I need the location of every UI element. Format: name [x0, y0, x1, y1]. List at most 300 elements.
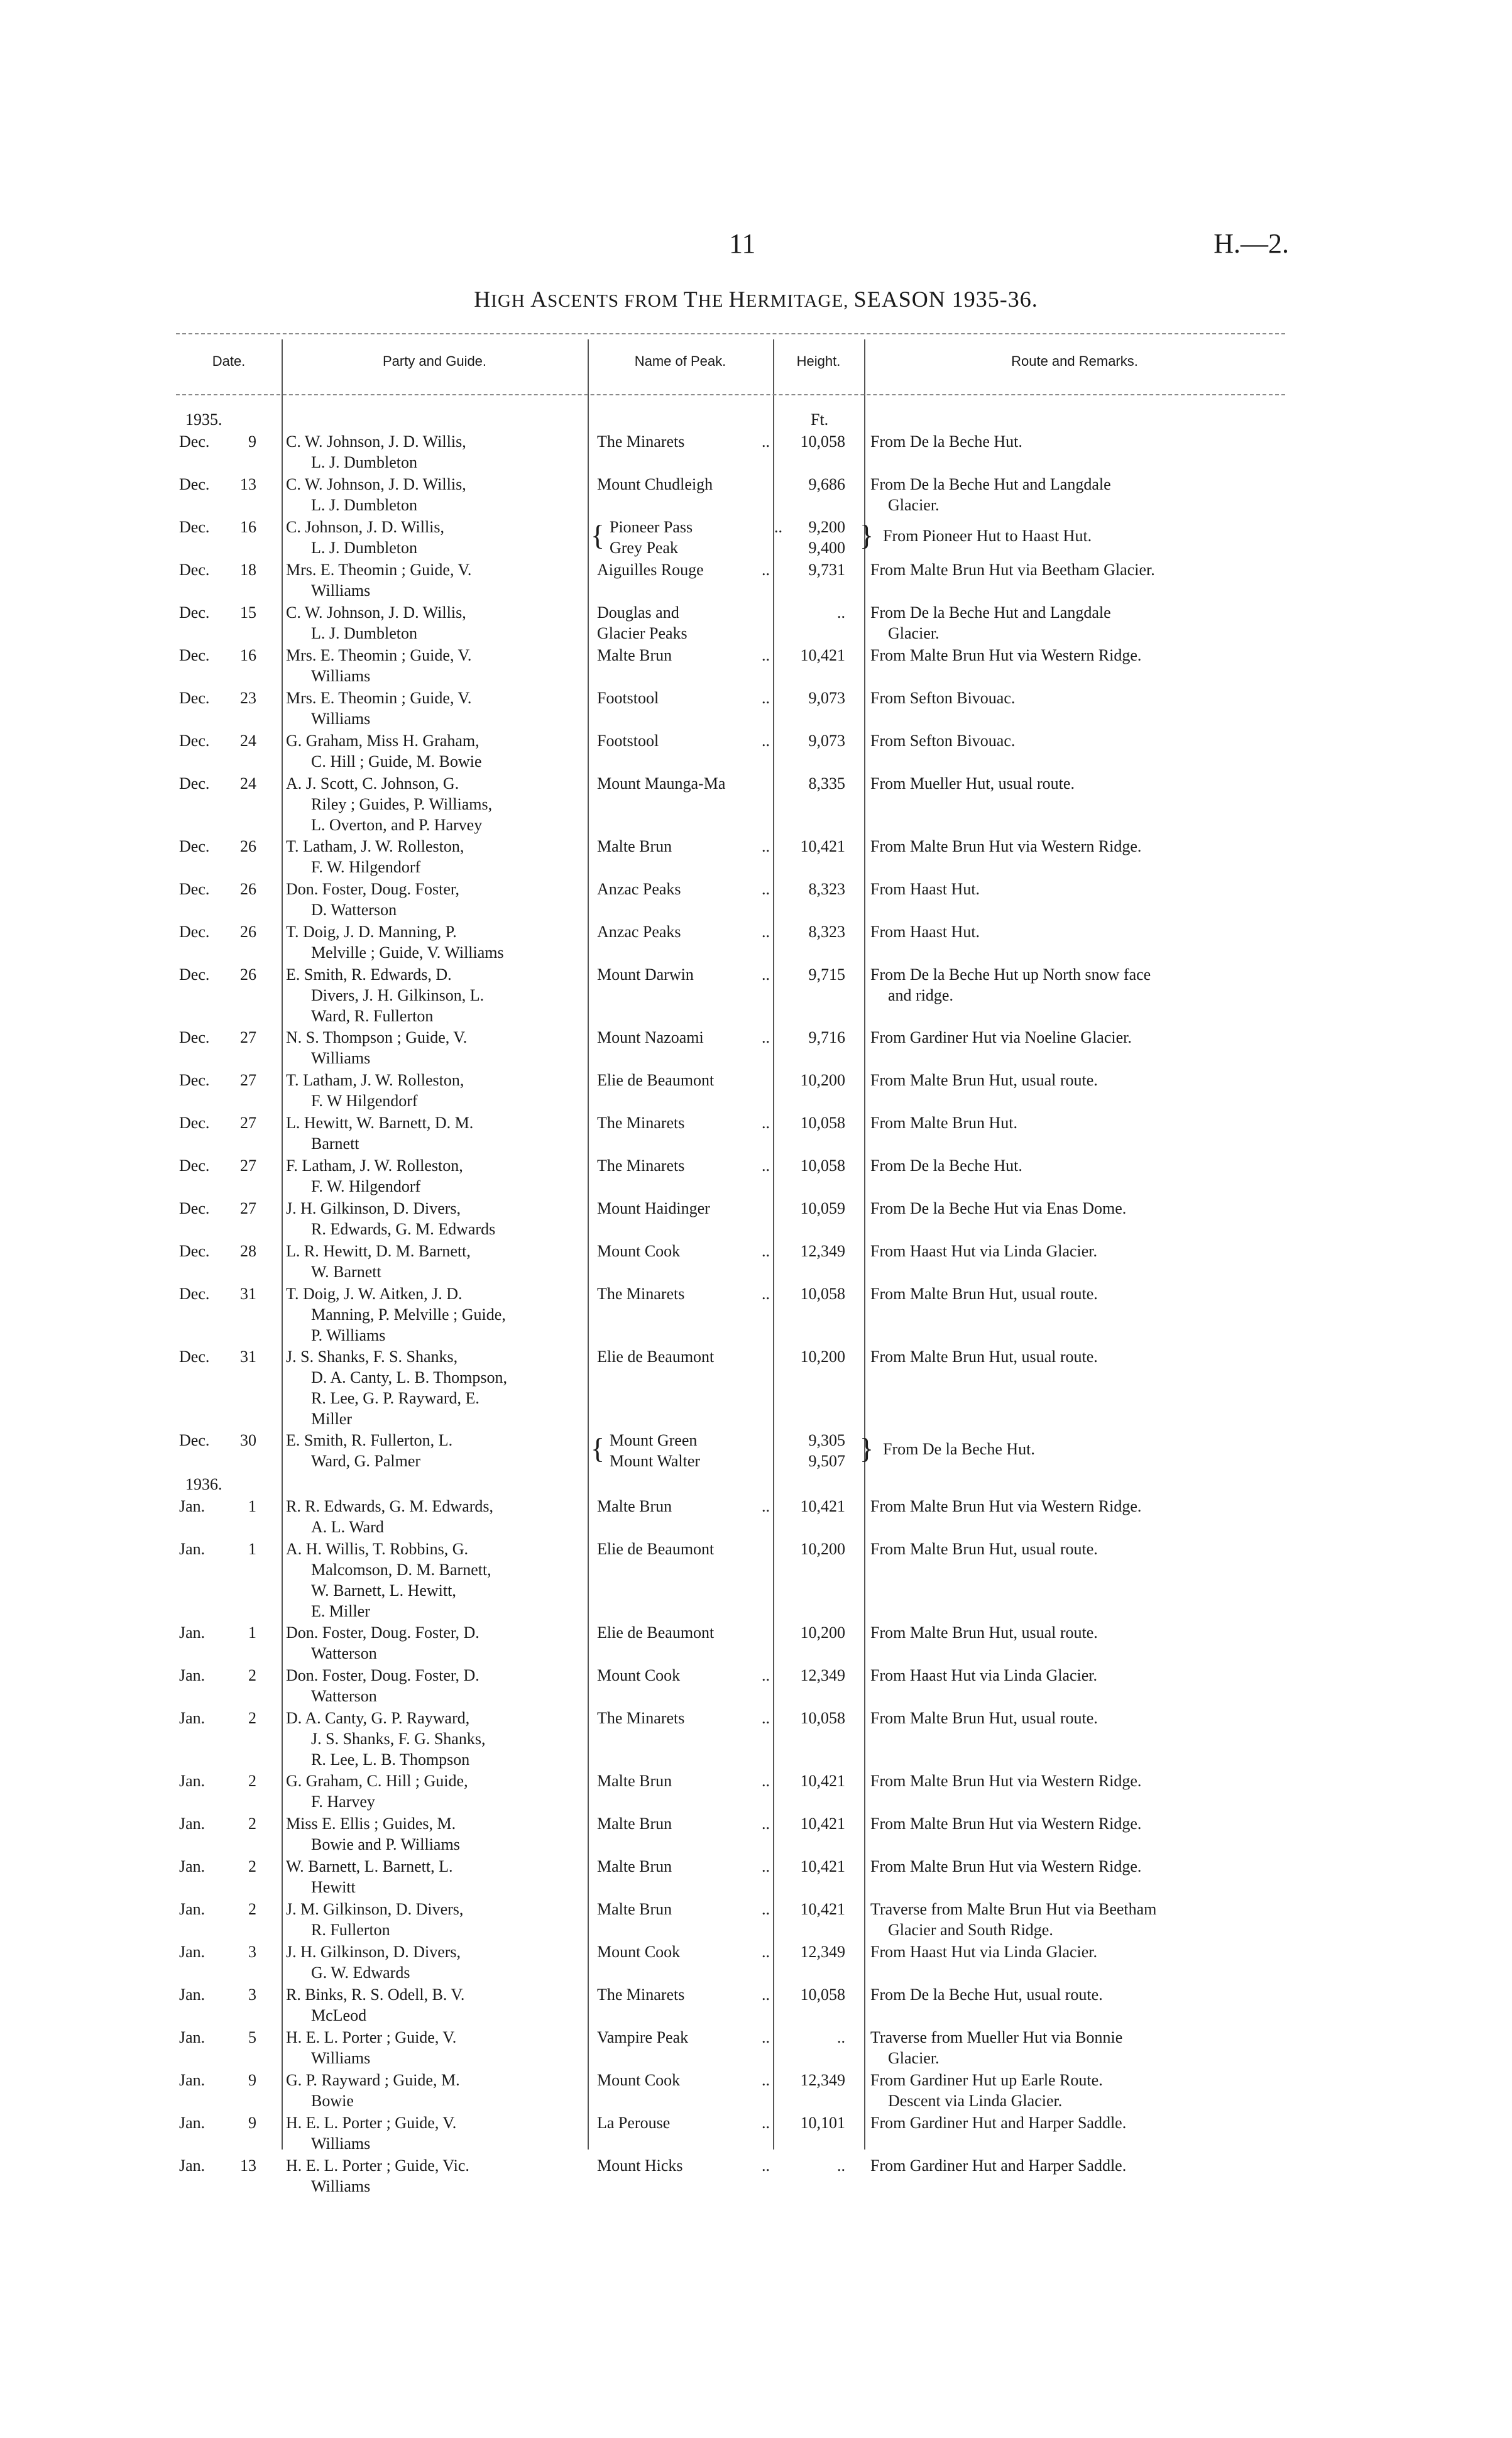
day: 2	[248, 1857, 256, 1875]
peak-name: Anzac Peaks	[597, 880, 681, 898]
height-value: 10,058	[800, 1156, 845, 1175]
leader-dots: ..	[762, 1497, 770, 1515]
route-cell	[870, 921, 1285, 942]
table-row	[176, 431, 1285, 474]
route-line: From Malte Brun Hut via Western Ridge.	[870, 1772, 1142, 1790]
party-line: Mrs. E. Theomin ; Guide, V.	[286, 689, 472, 707]
peak-name: Vampire Peak	[597, 2028, 689, 2046]
height-cell	[776, 1070, 845, 1090]
route-cell	[870, 1813, 1285, 1834]
party-cell	[286, 1622, 562, 1664]
party-cell	[286, 1155, 562, 1197]
leader-dots: ..	[762, 1709, 770, 1727]
brace-left: {	[591, 1432, 605, 1464]
header-party: Party and Guide.	[382, 353, 487, 369]
month: Dec.	[179, 880, 210, 898]
peak-name: The Minarets	[597, 1156, 685, 1175]
peak-name: Mount Maunga-Ma	[597, 774, 726, 793]
party-line: L. J. Dumbleton	[311, 539, 417, 557]
party-line: L. Overton, and P. Harvey	[311, 816, 483, 834]
party-line: C. Johnson, J. D. Willis,	[286, 518, 445, 536]
party-cell	[286, 964, 562, 1026]
month: Jan.	[179, 1497, 205, 1515]
party-line: L. J. Dumbleton	[311, 624, 417, 642]
leader-dots: ..	[762, 965, 770, 984]
height-cell	[776, 474, 845, 495]
height-value: 8,335	[808, 774, 845, 793]
month: Dec.	[179, 1285, 210, 1303]
peak-name: Footstool	[597, 689, 659, 707]
height-cell	[776, 773, 845, 794]
peak-cell	[597, 1539, 770, 1559]
height-value: 12,349	[800, 2071, 845, 2089]
route-line: From De la Beche Hut.	[883, 1440, 1035, 1458]
party-line: Malcomson, D. M. Barnett,	[311, 1561, 491, 1579]
height-value: 9,073	[808, 732, 845, 750]
party-line: G. P. Rayward ; Guide, M.	[286, 2071, 460, 2089]
route-line: From Malte Brun Hut via Western Ridge.	[870, 1857, 1142, 1875]
route-cell	[870, 2027, 1285, 2068]
table-row	[176, 2070, 1285, 2112]
day: 27	[240, 1071, 256, 1089]
route-line: From Malte Brun Hut via Western Ridge.	[870, 837, 1142, 855]
day: 15	[240, 603, 256, 622]
leader-dots: ..	[774, 518, 782, 536]
party-line: Melville ; Guide, V. Williams	[311, 943, 504, 962]
party-line: F. Harvey	[311, 1793, 375, 1811]
party-line: G. W. Edwards	[311, 1963, 410, 1982]
day: 16	[240, 646, 256, 664]
month: Dec.	[179, 689, 210, 707]
day: 2	[248, 1900, 256, 1918]
party-cell	[286, 1241, 562, 1282]
route-cell	[870, 2112, 1285, 2133]
peak-cell	[597, 431, 770, 452]
height-value: 10,421	[800, 837, 845, 855]
table-row	[176, 559, 1285, 602]
party-cell	[286, 836, 562, 877]
brace-left: {	[591, 519, 605, 551]
month: Dec.	[179, 1071, 210, 1089]
party-cell	[286, 2027, 562, 2068]
party-cell	[286, 1856, 562, 1897]
header-route: Route and Remarks.	[1011, 353, 1138, 369]
peak-cell	[597, 474, 770, 495]
month: Dec.	[179, 1028, 210, 1046]
leader-dots: ..	[762, 561, 770, 579]
leader-dots: ..	[762, 1156, 770, 1175]
leader-dots: ..	[762, 2114, 770, 2132]
route-line: From Gardiner Hut via Noeline Glacier.	[870, 1028, 1132, 1046]
peak-name: Mount Cook	[597, 1666, 681, 1684]
party-line: J. H. Gilkinson, D. Divers,	[286, 1943, 461, 1961]
height-cell	[776, 431, 845, 452]
route-cell	[870, 836, 1285, 857]
route-line: From De la Beche Hut and Langdale	[870, 475, 1111, 493]
month: Jan.	[179, 2028, 205, 2046]
party-cell	[286, 1346, 562, 1429]
route-line: From Malte Brun Hut via Western Ridge.	[870, 1815, 1142, 1833]
peak-cell	[597, 2027, 770, 2048]
party-cell	[286, 879, 562, 920]
route-line: From Haast Hut via Linda Glacier.	[870, 1242, 1098, 1260]
route-line: From Gardiner Hut and Harper Saddle.	[870, 2114, 1127, 2132]
height-value: 10,059	[800, 1199, 845, 1217]
peak-name: Grey Peak	[610, 539, 679, 557]
height-cell	[776, 1155, 845, 1176]
party-line: T. Doig, J. D. Manning, P.	[286, 923, 457, 941]
route-line: From Malte Brun Hut.	[870, 1114, 1017, 1132]
party-line: A. L. Ward	[311, 1518, 384, 1536]
height-cell	[776, 1539, 845, 1559]
height-value: ..	[837, 2156, 845, 2175]
leader-dots: ..	[762, 880, 770, 898]
day: 23	[240, 689, 256, 707]
day: 1	[248, 1623, 256, 1642]
month: Dec.	[179, 1348, 210, 1366]
peak-name: Glacier Peaks	[597, 624, 688, 642]
height-cell	[776, 730, 845, 751]
party-cell	[286, 2155, 562, 2197]
route-cell	[870, 730, 1285, 751]
party-line: J. S. Shanks, F. S. Shanks,	[286, 1348, 458, 1366]
header-date: Date.	[212, 353, 246, 369]
party-line: Williams	[311, 581, 371, 600]
table-row	[176, 964, 1285, 1027]
peak-name: Mount Green	[610, 1431, 698, 1449]
route-line: From Haast Hut.	[870, 880, 980, 898]
day: 26	[240, 923, 256, 941]
day: 1	[248, 1540, 256, 1558]
route-cell	[870, 1283, 1285, 1304]
table-row	[176, 688, 1285, 730]
day: 9	[248, 2114, 256, 2132]
day: 27	[240, 1199, 256, 1217]
party-line: W. Barnett, L. Barnett, L.	[286, 1857, 453, 1875]
month: Dec.	[179, 1114, 210, 1132]
leader-dots: ..	[762, 1857, 770, 1875]
route-line: From De la Beche Hut up North snow face	[870, 965, 1151, 984]
month: Dec.	[179, 1242, 210, 1260]
party-line: H. E. L. Porter ; Guide, V.	[286, 2114, 457, 2132]
route-line: and ridge.	[888, 986, 953, 1004]
party-line: W. Barnett	[311, 1263, 381, 1281]
peak-name: Mount Cook	[597, 1943, 681, 1961]
party-line: Don. Foster, Doug. Foster, D.	[286, 1666, 479, 1684]
year-label: 1936.	[185, 1475, 222, 1493]
party-line: Mrs. E. Theomin ; Guide, V.	[286, 646, 472, 664]
height-cell	[776, 2070, 845, 2090]
party-cell	[286, 559, 562, 601]
party-cell	[286, 1198, 562, 1239]
table-row	[176, 517, 1285, 559]
month: Jan.	[179, 1815, 205, 1833]
peak-name: Douglas and	[597, 603, 679, 622]
route-cell	[870, 1027, 1285, 1048]
day: 18	[240, 561, 256, 579]
table-row	[176, 1027, 1285, 1070]
peak-name: Mount Haidinger	[597, 1199, 710, 1217]
leader-dots: ..	[762, 2071, 770, 2089]
party-line: L. J. Dumbleton	[311, 453, 417, 471]
day: 26	[240, 965, 256, 984]
route-line: From Gardiner Hut and Harper Saddle.	[870, 2156, 1127, 2175]
party-line: F. W. Hilgendorf	[311, 1177, 421, 1195]
day: 26	[240, 880, 256, 898]
route-line: From Malte Brun Hut, usual route.	[870, 1348, 1098, 1366]
route-line: From Malte Brun Hut via Western Ridge.	[870, 1497, 1142, 1515]
height-cell	[776, 879, 845, 899]
route-line: Descent via Linda Glacier.	[888, 2092, 1063, 2110]
height-value: 8,323	[808, 923, 845, 941]
peak-cell	[597, 1984, 770, 2005]
route-line: From Mueller Hut, usual route.	[870, 774, 1075, 793]
peak-cell	[597, 1708, 770, 1728]
day: 3	[248, 1985, 256, 2004]
peak-name: Anzac Peaks	[597, 923, 681, 941]
party-line: G. Graham, C. Hill ; Guide,	[286, 1772, 468, 1790]
month: Jan.	[179, 1709, 205, 1727]
leader-dots: ..	[762, 1114, 770, 1132]
day: 16	[240, 518, 256, 536]
party-line: A. H. Willis, T. Robbins, G.	[286, 1540, 469, 1558]
day: 3	[248, 1943, 256, 1961]
route-line: Glacier.	[888, 2049, 940, 2067]
peak-name: Elie de Beaumont	[597, 1071, 715, 1089]
party-line: D. A. Canty, L. B. Thompson,	[311, 1368, 508, 1386]
table-row	[176, 1771, 1285, 1813]
party-line: Divers, J. H. Gilkinson, L.	[311, 986, 485, 1004]
route-cell	[870, 1198, 1285, 1219]
brace-right: }	[860, 519, 874, 551]
party-cell	[286, 1112, 562, 1154]
peak-cell	[597, 1027, 770, 1048]
party-line: Ward, G. Palmer	[311, 1452, 421, 1470]
route-line: From De la Beche Hut, usual route.	[870, 1985, 1103, 2004]
height-cell	[776, 1708, 845, 1728]
day: 2	[248, 1709, 256, 1727]
leader-dots: ..	[762, 1285, 770, 1303]
leader-dots: ..	[762, 1900, 770, 1918]
route-cell	[870, 1856, 1285, 1877]
document-reference: H.—2.	[1213, 228, 1289, 259]
table-row	[176, 1346, 1285, 1430]
route-line: From Malte Brun Hut, usual route.	[870, 1071, 1098, 1089]
party-cell	[286, 517, 562, 558]
route-line: From Gardiner Hut up Earle Route.	[870, 2071, 1103, 2089]
peak-name: Elie de Beaumont	[597, 1348, 715, 1366]
party-cell	[286, 474, 562, 515]
route-cell	[870, 773, 1285, 794]
height-value: 10,421	[800, 1857, 845, 1875]
route-line: From Malte Brun Hut, usual route.	[870, 1540, 1098, 1558]
route-cell	[870, 688, 1285, 708]
party-line: Barnett	[311, 1134, 359, 1153]
month: Dec.	[179, 965, 210, 984]
route-line: From Sefton Bivouac.	[870, 689, 1016, 707]
table-row	[176, 1813, 1285, 1856]
party-line: J. S. Shanks, F. G. Shanks,	[311, 1730, 486, 1748]
day: 2	[248, 1815, 256, 1833]
peak-cell	[597, 964, 770, 985]
height-cell	[776, 559, 845, 580]
party-line: E. Smith, R. Edwards, D.	[286, 965, 452, 984]
header-height: Height.	[796, 353, 841, 369]
peak-cell	[597, 1155, 770, 1176]
peak-name: Mount Chudleigh	[597, 475, 713, 493]
route-line: From De la Beche Hut via Enas Dome.	[870, 1199, 1127, 1217]
party-line: G. Graham, Miss H. Graham,	[286, 732, 479, 750]
peak-cell	[597, 730, 770, 751]
table-row	[176, 1899, 1285, 1941]
leader-dots: ..	[762, 1242, 770, 1260]
table-row	[176, 1665, 1285, 1708]
table-header	[176, 333, 1285, 395]
peak-name: Malte Brun	[597, 1815, 672, 1833]
height-value: 9,073	[808, 689, 845, 707]
party-line: Bowie	[311, 2092, 354, 2110]
route-cell	[870, 964, 1285, 1006]
route-cell	[870, 1899, 1285, 1940]
leader-dots: ..	[762, 1943, 770, 1961]
route-line: Traverse from Mueller Hut via Bonnie	[870, 2028, 1123, 2046]
leader-dots: ..	[762, 1985, 770, 2004]
peak-cell	[597, 836, 770, 857]
height-value: 10,200	[800, 1540, 845, 1558]
table-row	[176, 1198, 1285, 1241]
table-row	[176, 1622, 1285, 1665]
height-cell	[776, 1813, 845, 1834]
peak-cell	[610, 1430, 782, 1471]
peak-name: Elie de Beaumont	[597, 1540, 715, 1558]
party-line: T. Doig, J. W. Aitken, J. D.	[286, 1285, 463, 1303]
party-cell	[286, 1496, 562, 1537]
route-line: Glacier.	[888, 496, 940, 514]
route-cell	[870, 2070, 1285, 2111]
route-line: Glacier.	[888, 624, 940, 642]
peak-name: The Minarets	[597, 1114, 685, 1132]
party-line: L. Hewitt, W. Barnett, D. M.	[286, 1114, 474, 1132]
route-cell	[870, 474, 1285, 515]
peak-cell	[597, 2155, 770, 2176]
brace-right: }	[860, 1432, 874, 1464]
month: Dec.	[179, 561, 210, 579]
month: Dec.	[179, 518, 210, 536]
day: 2	[248, 1666, 256, 1684]
party-line: T. Latham, J. W. Rolleston,	[286, 837, 464, 855]
day: 24	[240, 732, 256, 750]
table-row	[176, 921, 1285, 964]
peak-cell	[597, 1070, 770, 1090]
route-line: From Pioneer Hut to Haast Hut.	[883, 527, 1092, 545]
party-line: Ward, R. Fullerton	[311, 1007, 434, 1025]
route-cell	[870, 1346, 1285, 1367]
leader-dots: ..	[762, 646, 770, 664]
route-cell	[870, 1496, 1285, 1517]
route-line: Glacier and South Ridge.	[888, 1921, 1053, 1939]
party-cell	[286, 1771, 562, 1812]
height-cell	[776, 517, 845, 558]
month: Dec.	[179, 774, 210, 793]
height-value: 9,200	[808, 518, 845, 536]
party-line: Watterson	[311, 1644, 377, 1662]
day: 5	[248, 2028, 256, 2046]
peak-name: Mount Darwin	[597, 965, 694, 984]
height-value: 10,058	[800, 1709, 845, 1727]
route-line: From De la Beche Hut and Langdale	[870, 603, 1111, 622]
height-value: 10,200	[800, 1348, 845, 1366]
height-cell	[776, 836, 845, 857]
peak-name: The Minarets	[597, 1285, 685, 1303]
leader-dots: ..	[762, 732, 770, 750]
route-line: From Sefton Bivouac.	[870, 732, 1016, 750]
height-value: ..	[837, 2028, 845, 2046]
day: 30	[240, 1431, 256, 1449]
height-value: 9,716	[808, 1028, 845, 1046]
peak-cell	[597, 921, 770, 942]
month: Jan.	[179, 1985, 205, 2004]
route-line: From Malte Brun Hut via Beetham Glacier.	[870, 561, 1155, 579]
party-line: C. W. Johnson, J. D. Willis,	[286, 603, 466, 622]
route-line: From Haast Hut via Linda Glacier.	[870, 1943, 1098, 1961]
route-cell	[870, 1241, 1285, 1261]
peak-cell	[597, 1283, 770, 1304]
route-cell	[870, 1112, 1285, 1133]
route-cell	[870, 879, 1285, 899]
party-line: Don. Foster, Doug. Foster, D.	[286, 1623, 479, 1642]
height-value: 10,200	[800, 1623, 845, 1642]
party-cell	[286, 688, 562, 729]
peak-name: Aiguilles Rouge	[597, 561, 704, 579]
peak-name: Mount Nazoami	[597, 1028, 704, 1046]
height-value: 10,200	[800, 1071, 845, 1089]
height-value: 9,731	[808, 561, 845, 579]
party-line: F. W. Hilgendorf	[311, 858, 421, 876]
table-row	[176, 1941, 1285, 1984]
height-value: 10,421	[800, 646, 845, 664]
table-row	[176, 2027, 1285, 2070]
party-line: J. M. Gilkinson, D. Divers,	[286, 1900, 464, 1918]
table-row	[176, 879, 1285, 921]
day: 1	[248, 1497, 256, 1515]
party-line: Riley ; Guides, P. Williams,	[311, 795, 493, 813]
height-cell	[776, 602, 845, 623]
height-value: 10,421	[800, 1772, 845, 1790]
peak-cell	[597, 1771, 770, 1791]
month: Dec.	[179, 603, 210, 622]
route-cell	[870, 431, 1285, 452]
month: Dec.	[179, 1199, 210, 1217]
day: 13	[240, 2156, 256, 2175]
party-line: Williams	[311, 2177, 371, 2195]
peak-cell	[597, 1346, 770, 1367]
header-peak: Name of Peak.	[634, 353, 726, 369]
peak-name: Elie de Beaumont	[597, 1623, 715, 1642]
peak-name: The Minarets	[597, 1709, 685, 1727]
route-cell	[870, 1771, 1285, 1791]
party-line: H. E. L. Porter ; Guide, V.	[286, 2028, 457, 2046]
route-line: From Malte Brun Hut, usual route.	[870, 1709, 1098, 1727]
party-line: Manning, P. Melville ; Guide,	[311, 1305, 506, 1324]
party-line: Watterson	[311, 1687, 377, 1705]
table-row	[176, 1112, 1285, 1155]
height-value: 10,101	[800, 2114, 845, 2132]
party-line: R. Fullerton	[311, 1921, 390, 1939]
month: Dec.	[179, 1431, 210, 1449]
height-cell	[776, 1346, 845, 1367]
party-line: P. Williams	[311, 1326, 386, 1344]
height-value: 12,349	[800, 1943, 845, 1961]
